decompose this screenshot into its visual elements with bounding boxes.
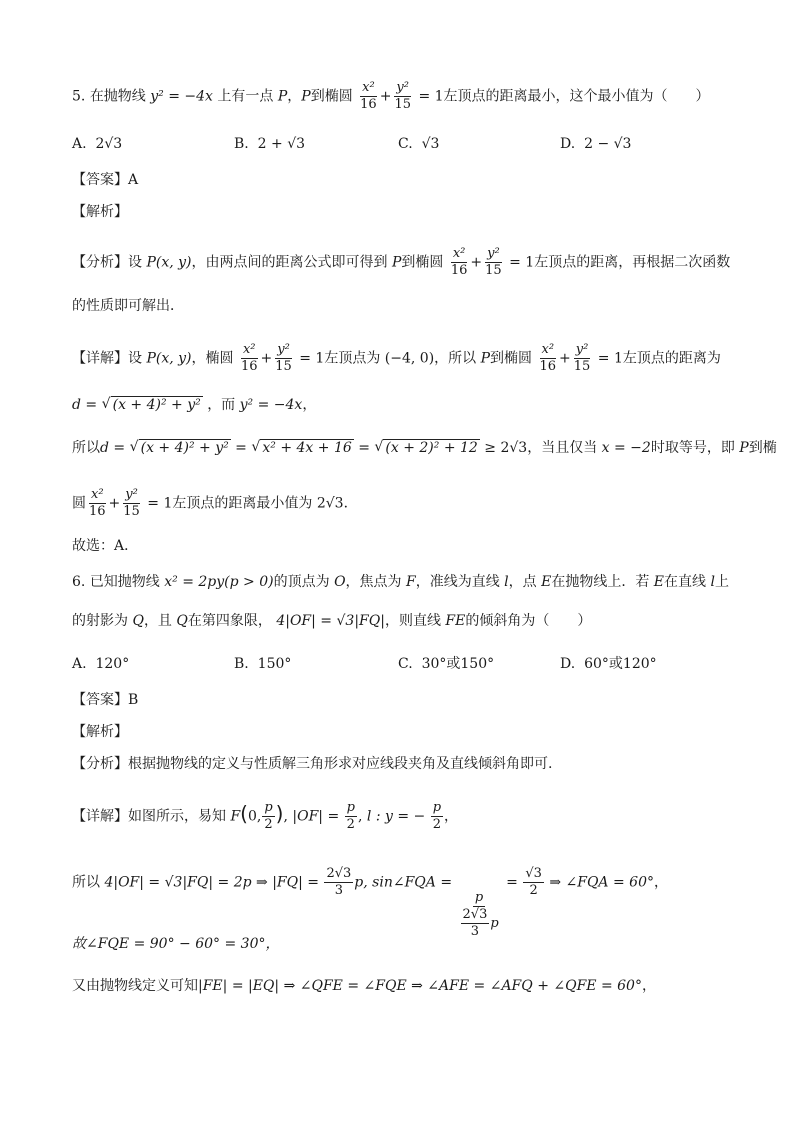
q5-option-a xyxy=(72,134,122,154)
q5-comma: ， xyxy=(287,88,302,105)
option-value: 30°或150° xyxy=(421,656,495,672)
point-p: P xyxy=(391,254,402,271)
q5-number: 5. xyxy=(72,88,86,105)
frac-num: x² xyxy=(362,80,375,95)
fenxi-tag: 【分析】 xyxy=(72,254,128,271)
q6-xiangjie: 【详解】如图所示，易知 F(0, $\frac{p}{2}$ ), |OF| = $\frac{p}{2}$ , l : y = − $\frac{p}{2}$ ， xyxy=(72,800,459,832)
text: 左顶点的距离最小值为 xyxy=(172,495,313,512)
frac-den: 15 xyxy=(573,359,591,374)
text: 设 xyxy=(128,254,142,271)
frac-x xyxy=(449,246,470,279)
frac-num: p xyxy=(346,800,355,815)
radicand: (x + 2)² + 12 xyxy=(385,440,478,456)
text: 所以 xyxy=(72,874,100,891)
q5-point-p: P xyxy=(301,88,311,105)
point-p: P xyxy=(480,350,491,367)
xiangjie-tag: 【详解】 xyxy=(72,350,128,367)
frac-num: p xyxy=(474,889,484,905)
text: 根据抛物线的定义与性质解三角形求对应线段夹角及直线倾斜角即可. xyxy=(128,756,553,772)
equation: p, sin∠FQA = xyxy=(354,874,453,891)
frac-y xyxy=(572,342,593,375)
sqrt xyxy=(130,438,231,458)
option-label: D. xyxy=(560,656,576,672)
q5-answer xyxy=(72,170,734,190)
answer-tag: 【答案】 xyxy=(72,172,128,188)
min-value: 2√3 xyxy=(316,495,344,512)
q6-you xyxy=(72,976,734,996)
text: 到椭圆 xyxy=(401,254,444,271)
frac-den: 15 xyxy=(394,97,411,112)
frac-den: 16 xyxy=(89,504,106,519)
condition: 4|OF| = √3|FQ| xyxy=(276,613,385,629)
text: 故选：A． xyxy=(72,538,139,554)
text: 上 xyxy=(714,574,729,590)
option-label: A. xyxy=(72,656,87,672)
point: O xyxy=(334,574,346,590)
radicand: x² + 4x + 16 xyxy=(262,440,352,456)
q5-conclusion: 圆 $\frac{\text{x²}}{16}$ + $\frac{\text{y²}}{15}$ = 1左顶点的距离最小值为 2√3． xyxy=(72,487,358,519)
p-var: p xyxy=(490,915,499,931)
line-l: l xyxy=(710,574,715,590)
option-value: 150° xyxy=(257,656,292,672)
condition: x = −2 xyxy=(601,440,651,456)
q5-stem-text: 上有一点 xyxy=(217,88,274,105)
sqrt xyxy=(251,438,353,458)
frac-num: x² xyxy=(452,246,466,261)
q6-option-b xyxy=(234,654,291,674)
text: 左顶点的距离，再根据二次函数 xyxy=(534,254,731,271)
frac-sqrt3-2 xyxy=(523,866,544,899)
option-value: 120° xyxy=(95,656,130,672)
q5-xiangjie: 【详解】设 P(x, y)，椭圆 $\frac{\text{x²}}{16}$ + $\frac{\text{y²}}{15}$ = 1左顶点为 (−4, 0)，所以 P到椭圆 $\frac{\text{x²}}{16}$ + $\frac{\text{y²}}{15}$ = 1左顶点的距离为 xyxy=(72,342,721,374)
frac-p2 xyxy=(345,800,357,833)
text: ，则直线 xyxy=(384,613,441,629)
q5-point-p: P xyxy=(277,88,288,105)
text: 的倾斜角为（ ） xyxy=(465,613,592,629)
frac-y xyxy=(273,342,294,375)
equation: ⇒ ∠FQA = 60° xyxy=(549,874,654,891)
q6-so: 所以 4|OF| = √3|FQ| = 2p ⇒ |FQ| = $\frac{2√3}{3}$ p, sin∠FQA = p $\frac{2√3}{3}$ p = $\frac{√3}{2}$ ⇒ ∠FQA = 60°， xyxy=(72,866,668,939)
text: ， xyxy=(444,808,459,825)
q6-fenxi xyxy=(72,754,734,774)
frac-num: √3 xyxy=(525,866,542,881)
point: Q xyxy=(132,613,144,629)
frac-den: 15 xyxy=(275,359,292,374)
eq-one: = 1 xyxy=(509,254,535,271)
eq-one: = 1 xyxy=(299,350,325,367)
radicand: (x + 4)² + y² xyxy=(112,397,201,413)
frac-den: 16 xyxy=(360,97,377,112)
frac-num: y² xyxy=(487,246,500,261)
directrix: l : y = − xyxy=(366,808,426,825)
frac-num: y² xyxy=(575,342,589,357)
q6-option-a xyxy=(72,654,129,674)
frac-den: 2 xyxy=(346,817,355,832)
option-value: 2 − √3 xyxy=(584,136,632,152)
q5-stem: 5. 在抛物线 y² = −4x 上有一点 P，P到椭圆 $\frac{\text{x²}}{16}$ + $\frac{\text{y²}}{15}$ = 1左顶点的距离最小，这个最小值为（ ） xyxy=(72,80,710,112)
answer-value: B xyxy=(128,692,139,708)
text: 故∠FQE = 90° − 60° = 30°， xyxy=(72,936,280,952)
eq-one: = 1 xyxy=(597,350,623,367)
answer-value: A xyxy=(128,172,139,188)
frac-den: 2 xyxy=(432,817,442,832)
q5-option-d xyxy=(560,134,631,154)
q5-stem-text: 到椭圆 xyxy=(310,88,353,105)
option-value: 2 + √3 xyxy=(257,136,306,152)
analysis-tag: 【解析】 xyxy=(72,204,128,220)
frac-x xyxy=(239,342,260,375)
point: F xyxy=(230,808,241,825)
frac-2sqrt3-3 xyxy=(324,866,353,899)
frac-den: 16 xyxy=(240,359,258,374)
frac-den: 2 xyxy=(264,817,273,832)
frac-num: p xyxy=(264,800,273,815)
text: 时取等号，即 xyxy=(650,440,735,456)
distance-d: d = xyxy=(72,397,98,413)
text: 在抛物线上．若 xyxy=(551,574,650,590)
q6-option-c xyxy=(398,654,494,674)
frac-x xyxy=(538,342,559,375)
text: 设 xyxy=(128,350,142,367)
text: ，当且仅当 xyxy=(527,440,598,456)
point: F xyxy=(406,574,416,590)
frac-den: 15 xyxy=(485,263,502,278)
option-label: C. xyxy=(398,136,413,152)
q6-answer xyxy=(72,690,734,710)
text: 的顶点为 xyxy=(273,574,330,590)
text: ，且 xyxy=(143,613,172,629)
equation: 4|OF| = √3|FQ| = 2p ⇒ |FQ| = xyxy=(104,874,320,891)
q5-fenxi: 【分析】设 P(x, y)，由两点间的距离公式即可得到 P到椭圆 $\frac{\text{x²}}{16}$ + $\frac{\text{y²}}{15}$ = 1左顶点的距离，再根据二次函数 xyxy=(72,246,731,278)
q5-option-b xyxy=(234,134,305,154)
of-length: |OF| = xyxy=(292,808,340,825)
equation: |FE| = |EQ| ⇒ ∠QFE = ∠FQE ⇒ ∠AFE = ∠AFQ + ∠QFE = 60° xyxy=(198,978,642,994)
text: ，准线为直线 xyxy=(415,574,500,590)
q6-stem-cont xyxy=(72,611,734,631)
frac-num: y² xyxy=(125,487,138,502)
text: 左顶点的距离为 xyxy=(622,350,721,367)
frac-num: 2√3 xyxy=(462,906,488,922)
text: 到椭 xyxy=(748,440,777,456)
frac-den: 16 xyxy=(539,359,557,374)
point: Q xyxy=(176,613,188,629)
radicand: (x + 4)² + y² xyxy=(140,440,229,456)
frac-y xyxy=(483,246,504,279)
frac-den: 15 xyxy=(123,504,140,519)
frac-den: 16 xyxy=(450,263,468,278)
parabola-eq: y² = −4x xyxy=(239,397,303,413)
q6-analysis-tag xyxy=(72,722,734,742)
frac-den: 2 xyxy=(529,883,538,898)
frac-num: x² xyxy=(91,487,104,502)
eq-one: = 1 xyxy=(147,495,173,512)
inequality: ≥ 2√3 xyxy=(484,440,528,456)
point-p: P xyxy=(739,440,749,456)
q6-number: 6. xyxy=(72,574,86,590)
frac-num: x² xyxy=(541,342,555,357)
frac-den: 3 xyxy=(334,883,344,898)
text: 又由抛物线定义可知 xyxy=(72,978,198,994)
option-value: 2√3 xyxy=(95,136,123,152)
q5-parabola-eq: y² = −4x xyxy=(150,88,213,105)
equals: = xyxy=(506,874,518,891)
frac-x xyxy=(87,487,108,520)
text: 圆 xyxy=(72,495,86,512)
frac-y xyxy=(121,487,142,520)
frac-p2 xyxy=(431,800,443,833)
frac-complex xyxy=(458,890,501,940)
point: E xyxy=(653,574,665,590)
text: ， xyxy=(641,978,656,994)
q5-distance-calc: 所以d = √ (x + 4)² + y² = √ x² + 4x + 16 = √ (x + 2)² + 12 ≥ 2√3，当且仅当 x = −2时取等号，即 P到椭 xyxy=(72,438,734,458)
answer-tag: 【答案】 xyxy=(72,692,128,708)
text: ，由两点间的距离公式即可得到 xyxy=(191,254,388,271)
text: ，椭圆 xyxy=(191,350,234,367)
frac-num: p xyxy=(432,800,442,815)
text: ，而 xyxy=(207,397,236,413)
line-fe: FE xyxy=(445,613,466,629)
frac-num: 2√3 xyxy=(326,866,352,881)
text: 左顶点为 xyxy=(324,350,381,367)
q5-option-c xyxy=(398,134,439,154)
text: ， xyxy=(302,397,317,413)
frac-num: x² xyxy=(242,342,256,357)
q5-frac-x xyxy=(358,80,379,113)
sqrt xyxy=(102,395,203,415)
q5-fenxi-cont xyxy=(72,296,734,316)
text: 已知抛物线 xyxy=(89,574,160,590)
option-value: 60°或120° xyxy=(584,656,657,672)
point-p: P(x, y) xyxy=(146,350,192,367)
q6-option-d xyxy=(560,654,657,674)
vertex: (−4, 0) xyxy=(384,350,435,367)
frac-num: y² xyxy=(277,342,290,357)
text: 的性质即可解出． xyxy=(72,298,184,314)
parabola-eq: x² = 2py(p > 0) xyxy=(164,574,274,590)
text: 在第四象限， xyxy=(187,613,272,629)
text: ． xyxy=(343,495,358,512)
q5-choice xyxy=(72,536,734,556)
line-l: l xyxy=(504,574,509,590)
frac-p2 xyxy=(262,800,274,833)
point: E xyxy=(541,574,552,590)
text: 到椭圆 xyxy=(490,350,533,367)
text: 如图所示，易知 xyxy=(128,808,226,825)
text: ，焦点为 xyxy=(345,574,402,590)
xiangjie-tag: 【详解】 xyxy=(72,808,128,825)
text: ，点 xyxy=(508,574,537,590)
text: 所以 xyxy=(72,440,100,456)
q5-eq-one: = 1 xyxy=(418,88,444,105)
point-p: P(x, y) xyxy=(146,254,192,271)
text: ，所以 xyxy=(434,350,477,367)
q6-gu xyxy=(72,934,734,954)
q5-analysis-tag xyxy=(72,202,734,222)
option-label: B. xyxy=(234,136,249,152)
option-label: A. xyxy=(72,136,87,152)
frac-num: y² xyxy=(396,80,409,95)
q5-stem-text: 在抛物线 xyxy=(89,88,146,105)
q5-distance-def xyxy=(72,395,734,415)
text: 的射影为 xyxy=(72,613,128,629)
option-label: C. xyxy=(398,656,413,672)
fenxi-tag: 【分析】 xyxy=(72,756,128,772)
text: 在直线 xyxy=(664,574,707,590)
sqrt xyxy=(374,438,479,458)
frac-den: 3 xyxy=(470,923,480,939)
distance-d: d = xyxy=(100,440,126,456)
q5-frac-y xyxy=(392,80,413,113)
option-value: √3 xyxy=(421,136,440,152)
q6-stem xyxy=(72,572,734,592)
analysis-tag: 【解析】 xyxy=(72,724,128,740)
option-label: D. xyxy=(560,136,576,152)
q5-stem-text: 左顶点的距离最小，这个最小值为（ ） xyxy=(443,88,710,105)
option-label: B. xyxy=(234,656,249,672)
